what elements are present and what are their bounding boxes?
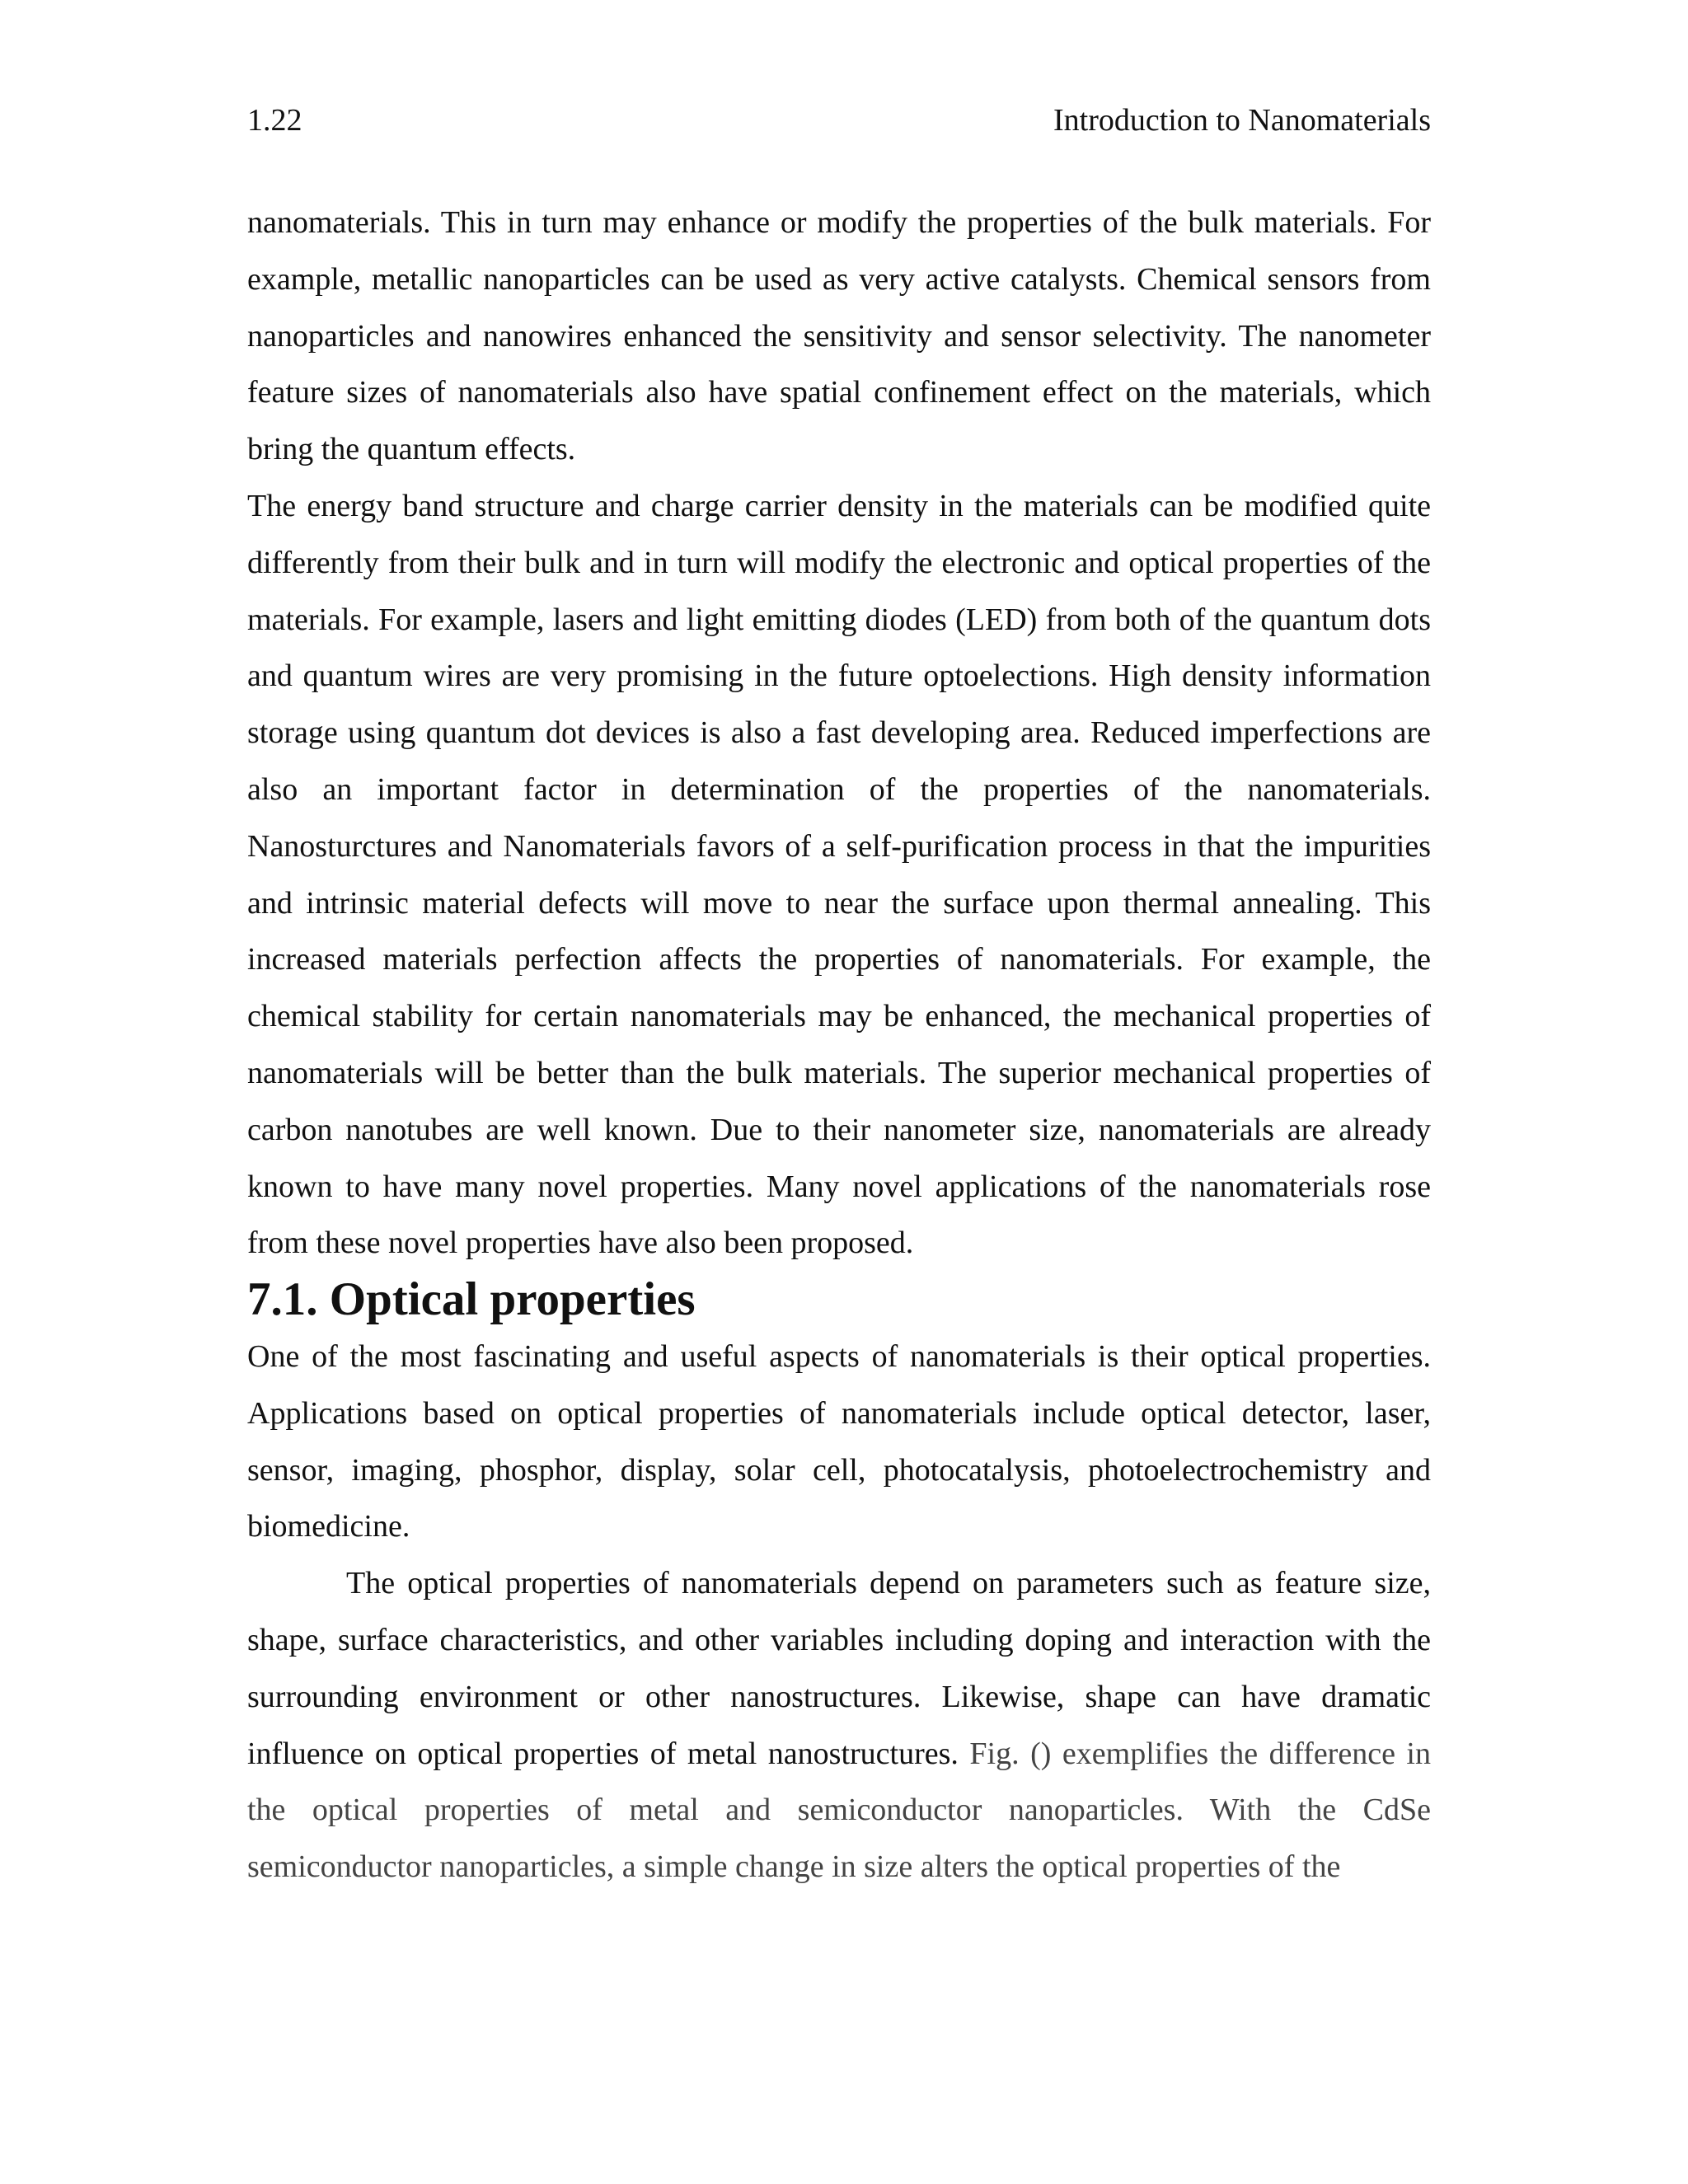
page-number: 1.22 [247,103,302,138]
section-heading-optical-properties: 7.1. Optical properties [247,1273,696,1326]
paragraph-2: The energy band structure and charge carrier density in the materials can be modified quite differently from their bulk and in turn will modify the electronic and optical properties of the materials. For example, lasers and light emitting diodes (LED) from both of the quantum dots and quantum wires are very promising in the future optoelections. High density information storage using quantum dot devices is also a fast developing area. Reduced imperfections are also an important factor in determination of the properties of the nanomaterials. Nanosturctures and Nanomaterials favors of a self-purification process in that the impurities and intrinsic material defects will move to near the surface upon thermal annealing. This increased materials perfection affects the properties of nanomaterials. For example, the chemical stability for certain nanomaterials may be enhanced, the mechanical properties of nanomaterials will be better than the bulk materials. The superior mechanical properties of carbon nanotubes are well known. Due to their nanometer size, nanomaterials are already known to have many novel properties. Many novel applications of the nanomaterials rose from these novel properties have also been proposed. [247,488,1431,1261]
running-title: Introduction to Nanomaterials [1053,103,1431,138]
paragraph-4-text: The optical properties of nanomaterials depend on parameters such as feature size, shape, surface characteristics, and other variables including doping and interaction with the surrounding environment or other nanostructures. Likewise, shape can have dramatic influence on optical properties of metal nanostructures. [247,1566,1431,1771]
paragraph-3: One of the most fascinating and useful aspects of nanomaterials is their optical properties. Applications based on optical properties of nanomaterials include optical detector, laser, sensor, imaging, phosphor, display, solar cell, photocatalysis, photoelectrochemistry and biomedicine. [247,1338,1431,1544]
paragraph-4 [247,1555,1431,1896]
page-body [247,194,1431,1896]
paragraph-4-figure-reference: Fig. () exemplifies the difference in the optical properties of metal and semiconductor nanoparticles. With the CdSe semiconductor nanoparticles, a simple change in size alters the optical properties of the [247,1736,1431,1885]
paragraph-1: nanomaterials. This in turn may enhance or modify the properties of the bulk materials. For example, metallic nanoparticles can be used as very active catalysts. Chemical sensors from nanoparticles and nanowires enhanced the sensitivity and sensor selectivity. The nanometer feature sizes of nanomaterials also have spatial confinement effect on the materials, which bring the quantum effects. [247,205,1431,467]
page-header [247,97,1431,143]
